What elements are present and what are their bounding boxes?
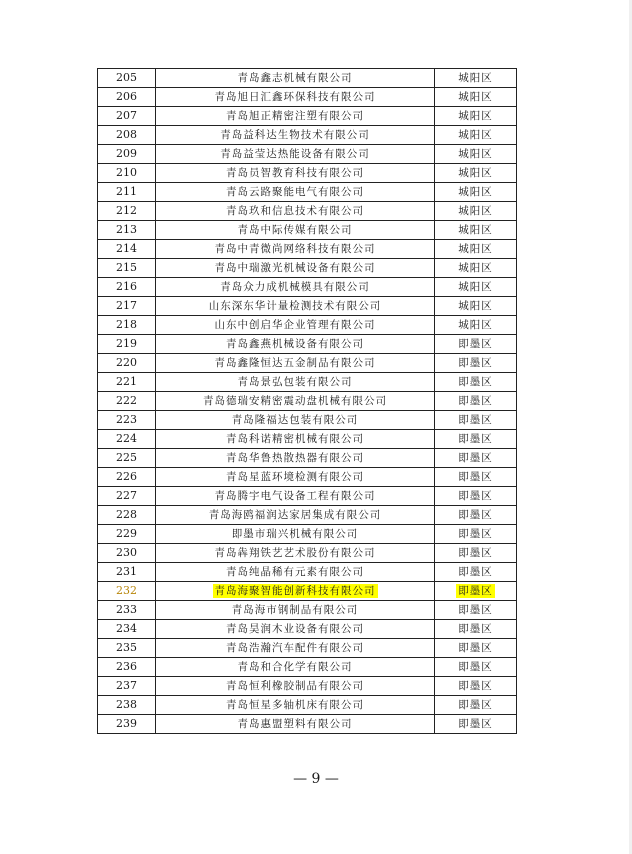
district-cell (435, 582, 517, 601)
table-row (98, 487, 517, 506)
company-name: 青岛众力成机械模具有限公司 (220, 281, 370, 293)
table-row (98, 449, 517, 468)
company-name-cell (156, 107, 435, 126)
district-cell (435, 715, 517, 734)
district-cell (435, 544, 517, 563)
company-name: 青岛员智教育科技有限公司 (226, 167, 364, 179)
company-name: 青岛华鲁热散热器有限公司 (226, 452, 364, 464)
company-name: 山东中创启华企业管理有限公司 (214, 319, 376, 331)
row-number: 233 (98, 601, 156, 620)
company-name: 青岛隆福达包装有限公司 (231, 414, 359, 426)
company-name-cell (156, 411, 435, 430)
company-name: 青岛中瑞激光机械设备有限公司 (214, 262, 376, 274)
district-cell (435, 297, 517, 316)
row-number: 206 (98, 88, 156, 107)
table-row (98, 525, 517, 544)
company-name-cell (156, 240, 435, 259)
table-row (98, 677, 517, 696)
company-name: 青岛玖和信息技术有限公司 (226, 205, 364, 217)
district-cell (435, 411, 517, 430)
row-number: 212 (98, 202, 156, 221)
district-name: 城阳区 (458, 205, 493, 217)
company-name-cell (156, 506, 435, 525)
company-name: 即墨市瑞兴机械有限公司 (231, 528, 359, 540)
row-number: 221 (98, 373, 156, 392)
row-number: 232 (98, 582, 156, 601)
table-row (98, 544, 517, 563)
company-name: 青岛犇翔铁艺艺术股份有限公司 (214, 547, 376, 559)
district-cell (435, 107, 517, 126)
company-name-cell (156, 563, 435, 582)
row-number: 215 (98, 259, 156, 278)
district-name: 城阳区 (458, 167, 493, 179)
district-cell (435, 69, 517, 88)
district-name: 即墨区 (458, 395, 493, 407)
district-cell (435, 145, 517, 164)
row-number: 219 (98, 335, 156, 354)
company-name-cell (156, 164, 435, 183)
district-name: 即墨区 (458, 471, 493, 483)
company-name: 青岛鑫燕机械设备有限公司 (226, 338, 364, 350)
district-name: 即墨区 (458, 699, 493, 711)
table-row (98, 392, 517, 411)
district-cell (435, 240, 517, 259)
district-name: 即墨区 (458, 376, 493, 388)
district-name: 即墨区 (458, 490, 493, 502)
company-name: 青岛惠盟塑料有限公司 (237, 718, 353, 730)
district-name: 即墨区 (458, 718, 493, 730)
company-name-cell (156, 696, 435, 715)
company-name-cell (156, 639, 435, 658)
company-name-cell (156, 601, 435, 620)
row-number: 209 (98, 145, 156, 164)
company-name-cell (156, 145, 435, 164)
company-name: 青岛科诺精密机械有限公司 (226, 433, 364, 445)
company-name-cell (156, 468, 435, 487)
district-name: 即墨区 (458, 585, 493, 597)
company-name-cell (156, 335, 435, 354)
district-name: 即墨区 (458, 528, 493, 540)
district-cell (435, 620, 517, 639)
row-number: 213 (98, 221, 156, 240)
row-number: 230 (98, 544, 156, 563)
table-row (98, 468, 517, 487)
district-name: 即墨区 (458, 338, 493, 350)
company-name: 青岛恒利橡胶制品有限公司 (226, 680, 364, 692)
row-number: 239 (98, 715, 156, 734)
district-name: 即墨区 (458, 642, 493, 654)
district-cell (435, 335, 517, 354)
district-name: 城阳区 (458, 281, 493, 293)
company-name: 青岛纯晶稀有元素有限公司 (226, 566, 364, 578)
table-row (98, 658, 517, 677)
company-name-cell (156, 316, 435, 335)
company-name: 青岛旭正精密注塑有限公司 (226, 110, 364, 122)
district-cell (435, 677, 517, 696)
district-name: 即墨区 (458, 509, 493, 521)
district-name: 即墨区 (458, 433, 493, 445)
table-row (98, 259, 517, 278)
company-name: 青岛鑫志机械有限公司 (237, 72, 353, 84)
company-name-cell (156, 487, 435, 506)
company-name-cell (156, 582, 435, 601)
district-name: 城阳区 (458, 72, 493, 84)
table-row (98, 183, 517, 202)
company-name: 青岛旭日汇鑫环保科技有限公司 (214, 91, 376, 103)
district-cell (435, 126, 517, 145)
company-name: 青岛海聚智能创新科技有限公司 (214, 585, 376, 597)
row-number: 223 (98, 411, 156, 430)
company-name-cell (156, 449, 435, 468)
company-name-cell (156, 88, 435, 107)
company-name-cell (156, 525, 435, 544)
district-cell (435, 658, 517, 677)
district-name: 城阳区 (458, 319, 493, 331)
row-number: 217 (98, 297, 156, 316)
table-row (98, 278, 517, 297)
table-row (98, 373, 517, 392)
district-name: 即墨区 (458, 661, 493, 673)
table-row (98, 430, 517, 449)
company-name-cell (156, 354, 435, 373)
company-name-cell (156, 430, 435, 449)
district-cell (435, 316, 517, 335)
company-name-cell (156, 259, 435, 278)
district-cell (435, 88, 517, 107)
company-name: 山东深东华计量检测技术有限公司 (208, 300, 382, 312)
district-name: 城阳区 (458, 300, 493, 312)
company-name: 青岛昊润木业设备有限公司 (226, 623, 364, 635)
row-number: 225 (98, 449, 156, 468)
district-cell (435, 696, 517, 715)
table-row (98, 202, 517, 221)
table-row (98, 582, 517, 601)
company-name: 青岛和合化学有限公司 (237, 661, 353, 673)
table-row (98, 164, 517, 183)
district-cell (435, 164, 517, 183)
company-name: 青岛海鸥福润达家居集成有限公司 (208, 509, 382, 521)
district-name: 城阳区 (458, 110, 493, 122)
district-cell (435, 259, 517, 278)
row-number: 207 (98, 107, 156, 126)
district-cell (435, 601, 517, 620)
district-cell (435, 354, 517, 373)
table-row (98, 88, 517, 107)
table-row (98, 620, 517, 639)
company-name-cell (156, 202, 435, 221)
table-row (98, 696, 517, 715)
row-number: 235 (98, 639, 156, 658)
company-name: 青岛鑫隆恒达五金制品有限公司 (214, 357, 376, 369)
row-number: 210 (98, 164, 156, 183)
row-number: 234 (98, 620, 156, 639)
table-row (98, 506, 517, 525)
table-row (98, 240, 517, 259)
row-number: 227 (98, 487, 156, 506)
row-number: 211 (98, 183, 156, 202)
district-name: 即墨区 (458, 547, 493, 559)
company-name-cell (156, 544, 435, 563)
company-list-body (98, 69, 517, 734)
company-name: 青岛益莹达热能设备有限公司 (220, 148, 370, 160)
company-name-cell (156, 69, 435, 88)
table-row (98, 69, 517, 88)
page-number: — 9 — (293, 771, 339, 787)
table-row (98, 107, 517, 126)
table-row (98, 354, 517, 373)
district-cell (435, 373, 517, 392)
district-cell (435, 392, 517, 411)
table-row (98, 563, 517, 582)
table-row (98, 715, 517, 734)
table-row (98, 126, 517, 145)
company-name-cell (156, 715, 435, 734)
company-name-cell (156, 297, 435, 316)
row-number: 208 (98, 126, 156, 145)
district-name: 城阳区 (458, 186, 493, 198)
row-number: 218 (98, 316, 156, 335)
district-name: 城阳区 (458, 262, 493, 274)
district-cell (435, 525, 517, 544)
row-number: 214 (98, 240, 156, 259)
row-number: 222 (98, 392, 156, 411)
row-number: 229 (98, 525, 156, 544)
district-cell (435, 278, 517, 297)
table-row (98, 335, 517, 354)
row-number: 237 (98, 677, 156, 696)
district-name: 城阳区 (458, 148, 493, 160)
district-cell (435, 449, 517, 468)
table-row (98, 639, 517, 658)
company-name-cell (156, 183, 435, 202)
district-cell (435, 430, 517, 449)
table-row (98, 145, 517, 164)
company-name-cell (156, 221, 435, 240)
company-name: 青岛中际传媒有限公司 (237, 224, 353, 236)
company-name: 青岛中青微尚网络科技有限公司 (214, 243, 376, 255)
district-name: 即墨区 (458, 357, 493, 369)
district-name: 城阳区 (458, 129, 493, 141)
district-cell (435, 183, 517, 202)
row-number: 226 (98, 468, 156, 487)
row-number: 228 (98, 506, 156, 525)
row-number: 236 (98, 658, 156, 677)
district-cell (435, 221, 517, 240)
company-name: 青岛海市钢制品有限公司 (231, 604, 359, 616)
company-name-cell (156, 373, 435, 392)
district-name: 城阳区 (458, 224, 493, 236)
district-cell (435, 468, 517, 487)
table-row (98, 601, 517, 620)
company-name-cell (156, 658, 435, 677)
district-name: 即墨区 (458, 452, 493, 464)
company-list-table (97, 68, 517, 734)
district-name: 即墨区 (458, 604, 493, 616)
company-name: 青岛云路聚能电气有限公司 (226, 186, 364, 198)
district-name: 即墨区 (458, 680, 493, 692)
district-name: 即墨区 (458, 623, 493, 635)
company-name: 青岛景弘包装有限公司 (237, 376, 353, 388)
company-name-cell (156, 392, 435, 411)
row-number: 220 (98, 354, 156, 373)
district-name: 城阳区 (458, 243, 493, 255)
table-row (98, 411, 517, 430)
row-number: 224 (98, 430, 156, 449)
district-cell (435, 202, 517, 221)
district-cell (435, 639, 517, 658)
row-number: 231 (98, 563, 156, 582)
table-row (98, 297, 517, 316)
company-name: 青岛浩瀚汽车配件有限公司 (226, 642, 364, 654)
company-name: 青岛恒星多轴机床有限公司 (226, 699, 364, 711)
company-name: 青岛星蓝环境检测有限公司 (226, 471, 364, 483)
company-name: 青岛腾宇电气设备工程有限公司 (214, 490, 376, 502)
district-name: 城阳区 (458, 91, 493, 103)
row-number: 216 (98, 278, 156, 297)
district-name: 即墨区 (458, 566, 493, 578)
company-name-cell (156, 126, 435, 145)
district-name: 即墨区 (458, 414, 493, 426)
district-cell (435, 506, 517, 525)
district-cell (435, 563, 517, 582)
company-name-cell (156, 620, 435, 639)
district-cell (435, 487, 517, 506)
table-row (98, 316, 517, 335)
company-name-cell (156, 677, 435, 696)
row-number: 205 (98, 69, 156, 88)
company-name: 青岛德瑞安精密震动盘机械有限公司 (203, 395, 387, 407)
company-name: 青岛益科达生物技术有限公司 (220, 129, 370, 141)
company-name-cell (156, 278, 435, 297)
table-row (98, 221, 517, 240)
row-number: 238 (98, 696, 156, 715)
